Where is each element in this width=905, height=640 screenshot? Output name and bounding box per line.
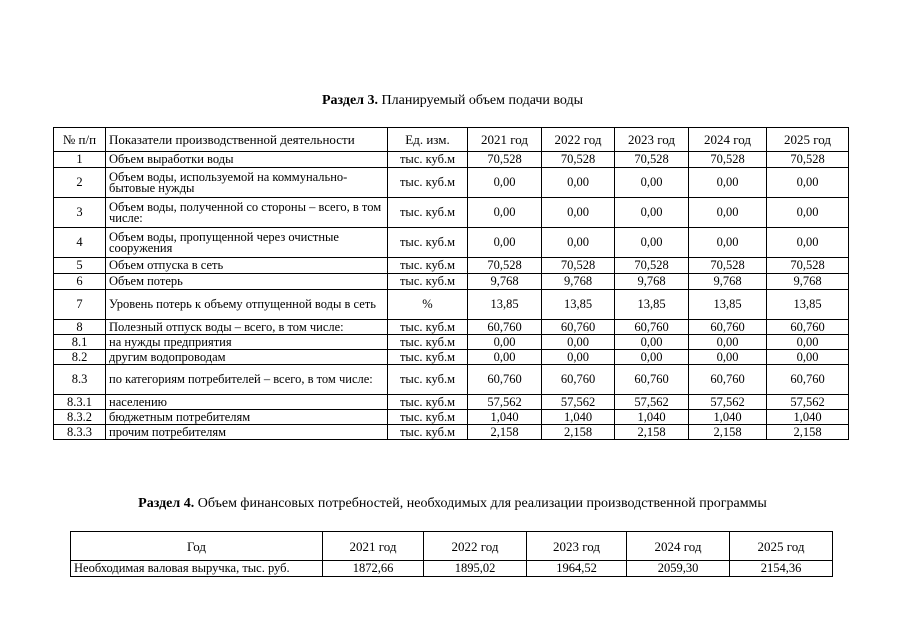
row-unit: тыс. куб.м (388, 410, 468, 425)
table-row (54, 395, 849, 410)
row-label: Полезный отпуск воды – всего, в том числе: (106, 320, 388, 335)
header-cell: 2025 год (767, 128, 849, 152)
row-unit: тыс. куб.м (388, 395, 468, 410)
row-number: 8.3 (54, 365, 106, 395)
value-cell: 0,00 (542, 335, 615, 350)
table-row (54, 274, 849, 290)
row-label: Объем потерь (106, 274, 388, 290)
header-cell: 2021 год (323, 532, 424, 561)
row-label: Объем выработки воды (106, 152, 388, 168)
row-unit: тыс. куб.м (388, 258, 468, 274)
row-label: Объем отпуска в сеть (106, 258, 388, 274)
value-cell: 0,00 (615, 335, 689, 350)
value-cell: 0,00 (615, 198, 689, 228)
table-row (54, 320, 849, 335)
header-cell: 2024 год (627, 532, 730, 561)
value-cell: 70,528 (689, 258, 767, 274)
value-cell: 0,00 (689, 350, 767, 365)
row-number: 8.3.2 (54, 410, 106, 425)
row-label: Объем воды, пропущенной через очистные сооружения (106, 228, 388, 258)
header-cell: 2023 год (527, 532, 627, 561)
value-cell: 2,158 (615, 425, 689, 440)
value-cell: 9,768 (615, 274, 689, 290)
section4-title (0, 496, 905, 512)
value-cell: 57,562 (689, 395, 767, 410)
header-cell: 2023 год (615, 128, 689, 152)
value-cell: 70,528 (468, 152, 542, 168)
value-cell: 0,00 (767, 198, 849, 228)
table-row (71, 561, 833, 577)
value-cell: 1964,52 (527, 561, 627, 577)
row-number: 8.3.1 (54, 395, 106, 410)
value-cell: 0,00 (767, 168, 849, 198)
value-cell: 1895,02 (424, 561, 527, 577)
value-cell: 57,562 (767, 395, 849, 410)
value-cell: 60,760 (767, 320, 849, 335)
header-cell: 2022 год (424, 532, 527, 561)
table-row (54, 152, 849, 168)
table-row (54, 290, 849, 320)
value-cell: 2,158 (689, 425, 767, 440)
header-cell: № п/п (54, 128, 106, 152)
value-cell: 0,00 (767, 350, 849, 365)
value-cell: 0,00 (767, 228, 849, 258)
value-cell: 0,00 (689, 335, 767, 350)
row-unit: тыс. куб.м (388, 152, 468, 168)
value-cell: 13,85 (767, 290, 849, 320)
table-row (54, 365, 849, 395)
value-cell: 9,768 (468, 274, 542, 290)
value-cell: 0,00 (689, 168, 767, 198)
value-cell: 1,040 (615, 410, 689, 425)
row-number: 3 (54, 198, 106, 228)
value-cell: 2,158 (767, 425, 849, 440)
value-cell: 60,760 (767, 365, 849, 395)
row-number: 7 (54, 290, 106, 320)
header-cell: 2024 год (689, 128, 767, 152)
row-label: бюджетным потребителям (106, 410, 388, 425)
value-cell: 0,00 (468, 335, 542, 350)
value-cell: 0,00 (542, 228, 615, 258)
header-cell: 2025 год (730, 532, 833, 561)
value-cell: 70,528 (615, 152, 689, 168)
value-cell: 60,760 (468, 320, 542, 335)
row-label: Объем воды, используемой на коммунально-бытовые нужды (106, 168, 388, 198)
row-number: 4 (54, 228, 106, 258)
header-cell: 2021 год (468, 128, 542, 152)
value-cell: 13,85 (468, 290, 542, 320)
table-row (54, 350, 849, 365)
table-row (54, 410, 849, 425)
value-cell: 0,00 (689, 198, 767, 228)
value-cell: 60,760 (542, 320, 615, 335)
value-cell: 0,00 (615, 228, 689, 258)
value-cell: 1872,66 (323, 561, 424, 577)
value-cell: 70,528 (542, 152, 615, 168)
section4-title-text: Объем финансовых потребностей, необходимых для реализации производственной программы (194, 496, 767, 511)
row-unit: % (388, 290, 468, 320)
value-cell: 60,760 (689, 365, 767, 395)
row-label: по категориям потребителей – всего, в том числе: (106, 365, 388, 395)
value-cell: 1,040 (468, 410, 542, 425)
value-cell: 70,528 (767, 152, 849, 168)
value-cell: 2059,30 (627, 561, 730, 577)
value-cell: 2154,36 (730, 561, 833, 577)
row-label: прочим потребителям (106, 425, 388, 440)
table-header-row (71, 532, 833, 561)
value-cell: 9,768 (689, 274, 767, 290)
row-unit: тыс. куб.м (388, 335, 468, 350)
value-cell: 1,040 (542, 410, 615, 425)
value-cell: 60,760 (615, 365, 689, 395)
value-cell: 60,760 (542, 365, 615, 395)
header-cell: Показатели производственной деятельности (106, 128, 388, 152)
table-row (54, 425, 849, 440)
row-unit: тыс. куб.м (388, 320, 468, 335)
value-cell: 0,00 (542, 198, 615, 228)
row-label: Необходимая валовая выручка, тыс. руб. (71, 561, 323, 577)
row-number: 6 (54, 274, 106, 290)
row-number: 1 (54, 152, 106, 168)
row-unit: тыс. куб.м (388, 168, 468, 198)
table-header-row (54, 128, 849, 152)
row-label: другим водопроводам (106, 350, 388, 365)
row-label: населению (106, 395, 388, 410)
water-supply-table (53, 127, 849, 440)
row-unit: тыс. куб.м (388, 425, 468, 440)
row-unit: тыс. куб.м (388, 350, 468, 365)
table-row (54, 258, 849, 274)
row-unit: тыс. куб.м (388, 274, 468, 290)
row-unit: тыс. куб.м (388, 365, 468, 395)
value-cell: 0,00 (468, 168, 542, 198)
value-cell: 0,00 (615, 168, 689, 198)
value-cell: 70,528 (615, 258, 689, 274)
value-cell: 0,00 (689, 228, 767, 258)
section3-title-text: Планируемый объем подачи воды (378, 93, 584, 108)
row-label: Уровень потерь к объему отпущенной воды в сеть (106, 290, 388, 320)
table-row (54, 198, 849, 228)
value-cell: 57,562 (615, 395, 689, 410)
value-cell: 70,528 (468, 258, 542, 274)
value-cell: 2,158 (468, 425, 542, 440)
row-number: 8 (54, 320, 106, 335)
value-cell: 0,00 (542, 168, 615, 198)
value-cell: 57,562 (542, 395, 615, 410)
table-row (54, 168, 849, 198)
row-number: 5 (54, 258, 106, 274)
row-number: 8.1 (54, 335, 106, 350)
section3-title (0, 93, 905, 109)
value-cell: 0,00 (468, 228, 542, 258)
value-cell: 70,528 (689, 152, 767, 168)
row-unit: тыс. куб.м (388, 198, 468, 228)
value-cell: 60,760 (615, 320, 689, 335)
row-number: 8.2 (54, 350, 106, 365)
value-cell: 13,85 (615, 290, 689, 320)
value-cell: 13,85 (542, 290, 615, 320)
table-row (54, 228, 849, 258)
header-cell: Ед. изм. (388, 128, 468, 152)
value-cell: 13,85 (689, 290, 767, 320)
row-number: 8.3.3 (54, 425, 106, 440)
value-cell: 60,760 (689, 320, 767, 335)
header-cell: 2022 год (542, 128, 615, 152)
value-cell: 0,00 (767, 335, 849, 350)
row-label: Объем воды, полученной со стороны – всего, в том числе: (106, 198, 388, 228)
row-number: 2 (54, 168, 106, 198)
value-cell: 9,768 (767, 274, 849, 290)
section3-title-number: Раздел 3. (321, 93, 379, 108)
section4-title-number: Раздел 4. (138, 496, 195, 511)
value-cell: 0,00 (468, 350, 542, 365)
value-cell: 1,040 (689, 410, 767, 425)
value-cell: 0,00 (615, 350, 689, 365)
row-label: на нужды предприятия (106, 335, 388, 350)
value-cell: 0,00 (542, 350, 615, 365)
value-cell: 70,528 (542, 258, 615, 274)
value-cell: 70,528 (767, 258, 849, 274)
financial-needs-table (70, 531, 833, 577)
value-cell: 57,562 (468, 395, 542, 410)
value-cell: 9,768 (542, 274, 615, 290)
table-row (54, 335, 849, 350)
value-cell: 60,760 (468, 365, 542, 395)
row-unit: тыс. куб.м (388, 228, 468, 258)
value-cell: 0,00 (468, 198, 542, 228)
value-cell: 1,040 (767, 410, 849, 425)
value-cell: 2,158 (542, 425, 615, 440)
header-cell: Год (71, 532, 323, 561)
